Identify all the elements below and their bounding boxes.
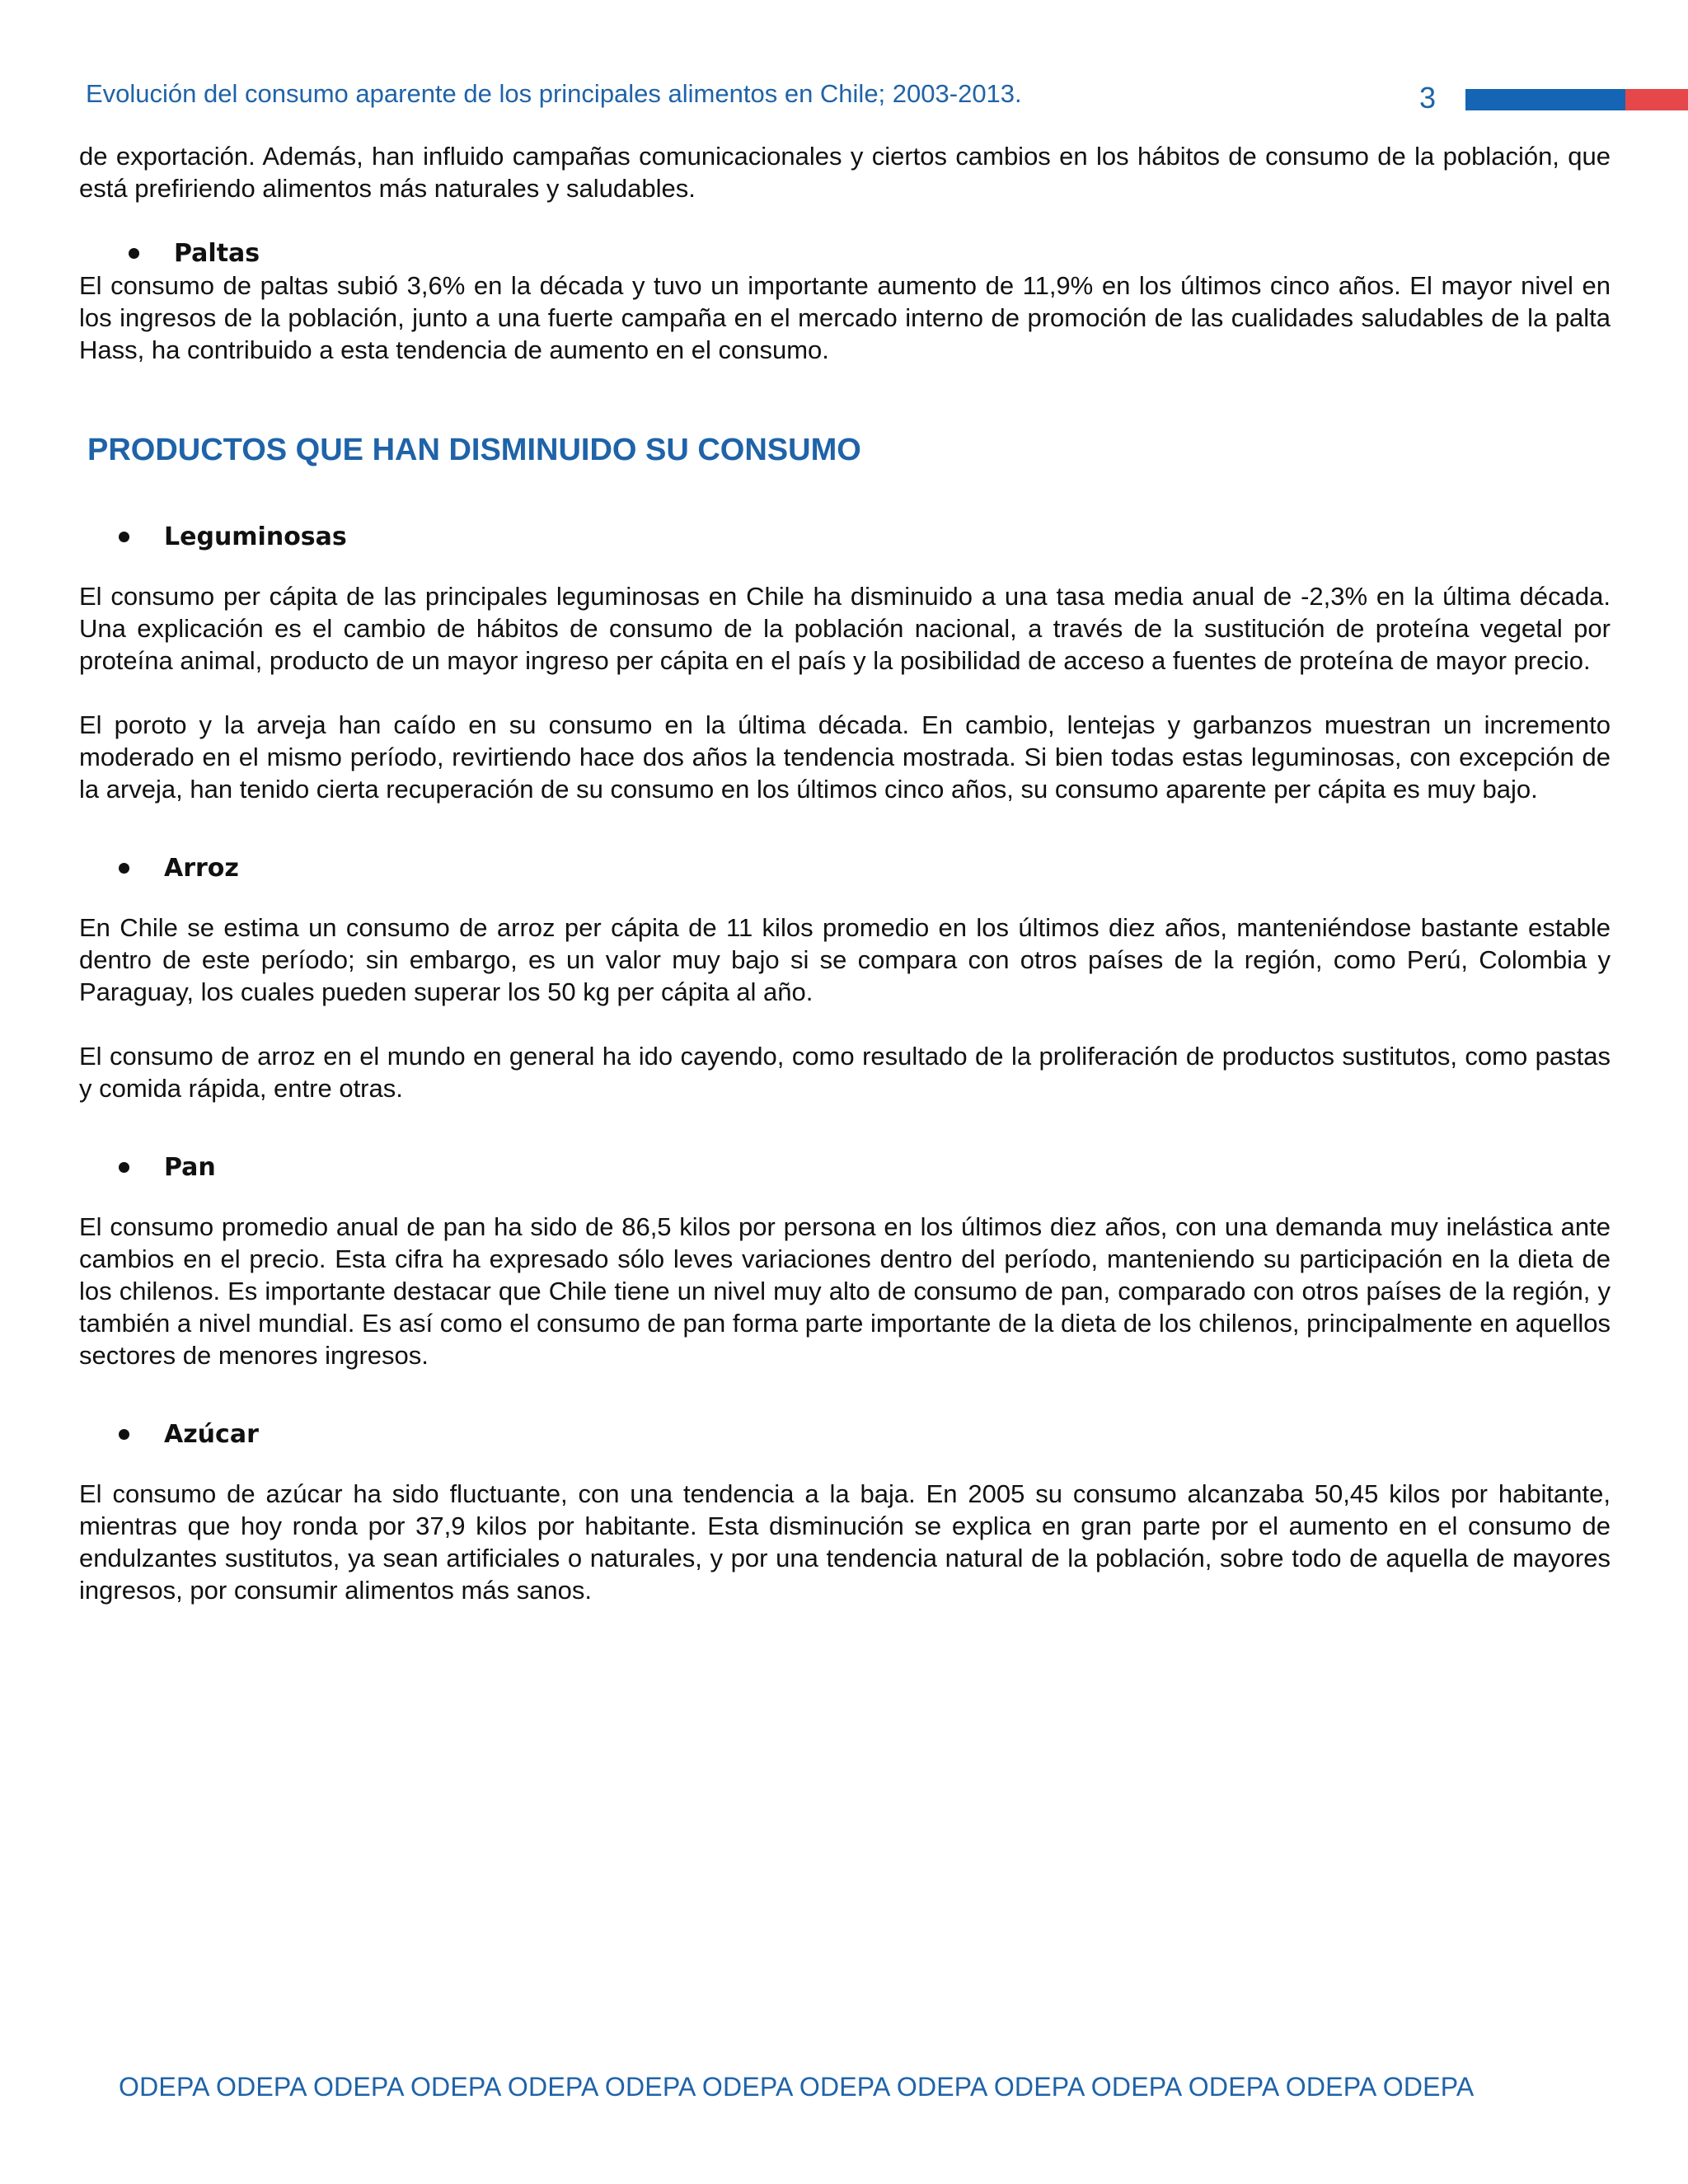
arroz-paragraph-2: El consumo de arroz en el mundo en general ha ido cayendo, como resultado de la proliferación de productos sustitutos, como pastas y comida rápida, entre otras. xyxy=(79,1042,1611,1103)
pan-paragraph: El consumo promedio anual de pan ha sido de 86,5 kilos por persona en los últimos diez años, con una demanda muy inelástica ante cambios en el precio. Esta cifra ha expresado sólo leves variaciones dentro del período, manteniendo su participación en la dieta de los chilenos. Es importante destacar que Chile tiene un nivel muy alto de consumo de pan, comparado con otros países de la región, y también a nivel mundial. Es así como el consumo de pan forma parte importante de la dieta de los chilenos, principalmente en aquellos sectores de menores ingresos. xyxy=(79,1212,1611,1370)
leguminosas-paragraph-1: El consumo per cápita de las principales leguminosas en Chile ha disminuido a una tasa media anual de -2,3% en la última década. Una explicación es el cambio de hábitos de consumo de la población nacional, a través de la sustitución de proteína vegetal por proteína animal, producto de un mayor ingreso per cápita en el país y la posibilidad de acceso a fuentes de proteína de mayor precio. xyxy=(79,582,1611,675)
bullet-icon xyxy=(119,1162,129,1173)
azucar-paragraph: El consumo de azúcar ha sido fluctuante, con una tendencia a la baja. En 2005 su consumo alcanzaba 50,45 kilos por habitante, mientras que hoy ronda por 37,9 kilos por habitante. Esta disminución se explica en gran parte por el aumento en el consumo de endulzantes sustitutos, ya sean artificiales o naturales, y por una tendencia natural de la población, sobre todo de aquella de mayores ingresos, por consumir alimentos más sanos. xyxy=(79,1479,1611,1605)
leguminosas-paragraph-2: El poroto y la arveja han caído en su consumo en la última década. En cambio, lentejas y garbanzos muestran un incremento moderado en el mismo período, revirtiendo hace dos años la tendencia mostrada. Si bien todas estas leguminosas, con excepción de la arveja, han tenido cierta recuperación de su consumo en los últimos cinco años, su consumo aparente per cápita es muy bajo. xyxy=(79,710,1611,804)
intro-continuation-paragraph: de exportación. Además, han influido campañas comunicacionales y ciertos cambios en los hábitos de consumo de la población, que está prefiriendo alimentos más naturales y saludables. xyxy=(79,142,1611,203)
heading-arroz-label: Arroz xyxy=(164,853,239,883)
header-accent-bar-red xyxy=(1625,89,1688,110)
bullet-heading-azucar xyxy=(79,1418,1611,1451)
page-number: 3 xyxy=(1419,81,1437,115)
arroz-paragraph-1: En Chile se estima un consumo de arroz per cápita de 11 kilos promedio en los últimos diez años, manteniéndose bastante estable dentro de este período; sin embargo, es un valor muy bajo si se compara con otros países de la región, como Perú, Colombia y Paraguay, los cuales pueden superar los 50 kg per cápita al año. xyxy=(79,913,1611,1006)
heading-azucar-label: Azúcar xyxy=(164,1419,259,1449)
bullet-heading-paltas xyxy=(79,237,1611,269)
document-title: Evolución del consumo aparente de los principales alimentos en Chile; 2003-2013. xyxy=(86,79,1022,108)
bullet-icon xyxy=(119,1429,129,1440)
bullet-icon xyxy=(129,248,139,259)
paltas-paragraph: El consumo de paltas subió 3,6% en la década y tuvo un importante aumento de 11,9% en los últimos cinco años. El mayor nivel en los ingresos de la población, junto a una fuerte campaña en el mercado interno de promoción de las cualidades saludables de la palta Hass, ha contribuido a esta tendencia de aumento en el consumo. xyxy=(79,271,1611,364)
document-body xyxy=(79,140,1611,1606)
bullet-heading-leguminosas xyxy=(79,520,1611,553)
page-footer: ODEPA ODEPA ODEPA ODEPA ODEPA ODEPA ODEPA ODEPA ODEPA ODEPA ODEPA ODEPA ODEPA ODEPA xyxy=(119,2072,1475,2102)
bullet-heading-pan xyxy=(79,1151,1611,1183)
section-heading: PRODUCTOS QUE HAN DISMINUIDO SU CONSUMO xyxy=(87,433,861,467)
heading-leguminosas-label: Leguminosas xyxy=(164,522,347,551)
bullet-icon xyxy=(119,863,129,874)
heading-paltas-label: Paltas xyxy=(174,238,260,268)
header-accent-bar-blue xyxy=(1465,89,1625,110)
bullet-heading-arroz xyxy=(79,851,1611,884)
heading-pan-label: Pan xyxy=(164,1152,216,1182)
bullet-icon xyxy=(119,532,129,542)
